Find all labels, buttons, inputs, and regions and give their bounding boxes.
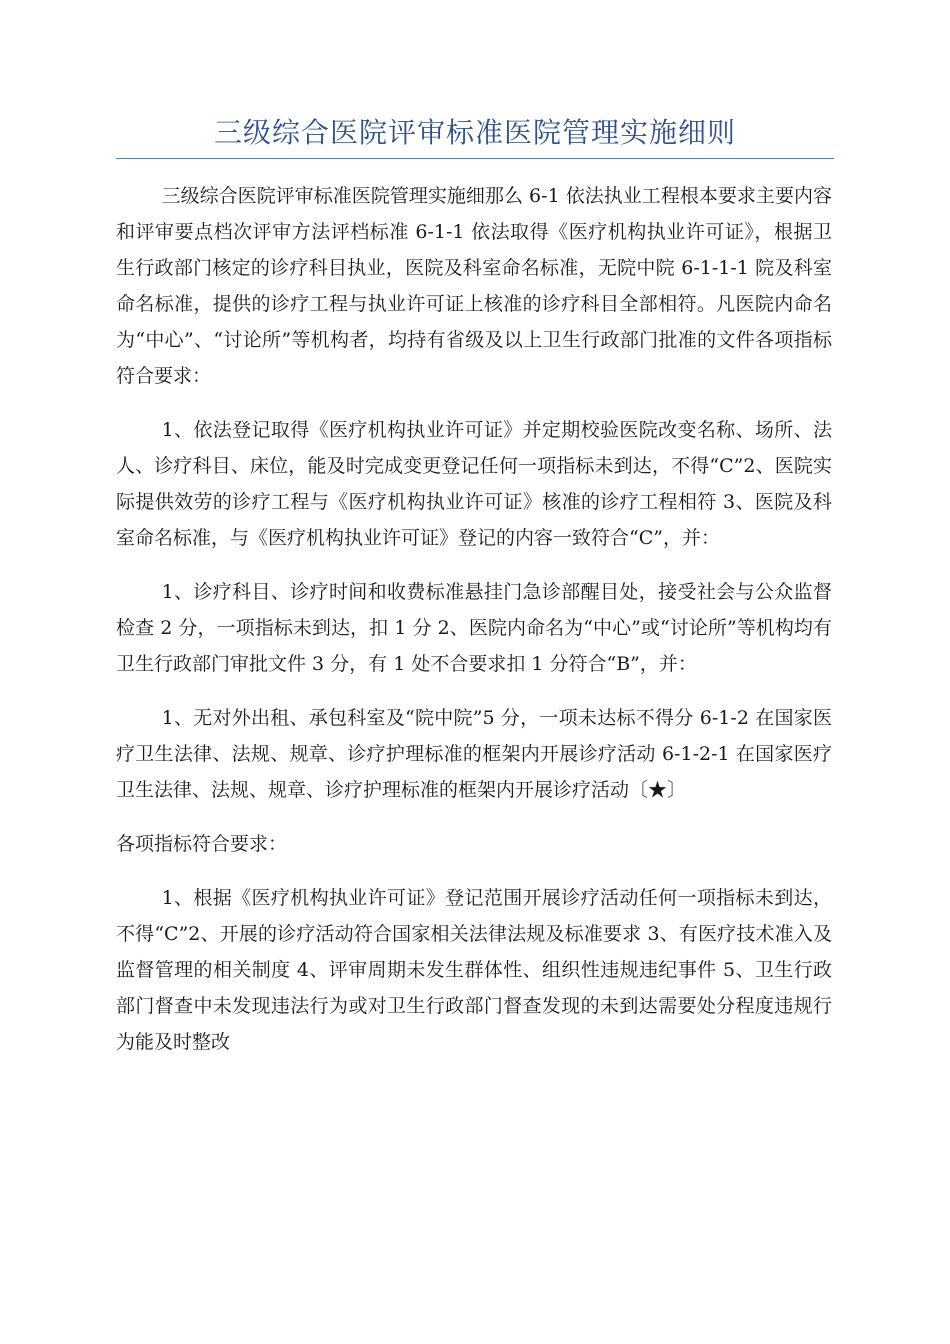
title-block [116,112,834,159]
paragraph-item-no-subletting: 1、无对外出租、承包科室及“院中院”5 分，一项未达标不得分 6-1-2 在国家医疗卫生法律、法规、规章、诊疗护理标准的框架内开展诊疗活动 6-1-2-1 在国家医疗卫生法律、法规、规章、诊疗护理标准的框架内开展诊疗活动〔★〕 [116,707,832,801]
paragraph-item-registration: 1、依法登记取得《医疗机构执业许可证》并定期校验医院改变名称、场所、法人、诊疗科目、床位，能及时完成变更登记任何一项指标未到达，不得“C”2、医院实际提供效劳的诊疗工程与《医疗机构执业许可证》核准的诊疗工程相符 3、医院及科室命名标准，与《医疗机构执业许可证》登记的内容一致符合“C”，并： [116,419,832,549]
document-body [116,178,832,1078]
paragraph-item-public-display: 1、诊疗科目、诊疗时间和收费标准悬挂门急诊部醒目处，接受社会与公众监督检查 2 分，一项指标未到达，扣 1 分 2、医院内命名为“中心”或“讨论所”等机构均有卫生行政部门审批文件 3 分，有 1 处不合要求扣 1 分符合“B”，并： [116,581,832,675]
paragraph-item-scope-of-practice: 1、根据《医疗机构执业许可证》登记范围开展诊疗活动任何一项指标未到达，不得“C”2、开展的诊疗活动符合国家相关法律法规及标准要求 3、有医疗技术准入及监督管理的相关制度 4、评审周期未发生群体性、组织性违规违纪事件 5、卫生行政部门督查中未发现违法行为或对卫生行政部门督查发现的未到达需要处分程度违规行为能及时整改 [116,887,832,1053]
paragraph-intro: 三级综合医院评审标准医院管理实施细那么 6-1 依法执业工程根本要求主要内容和评审要点档次评审方法评档标准 6-1-1 依法取得《医疗机构执业许可证》，根据卫生行政部门核定的诊疗科目执业，医院及科室命名标准，无院中院 6-1-1-1 院及科室命名标准，提供的诊疗工程与执业许可证上核准的诊疗科目全部相符。凡医院内命名为“中心”、“讨论所”等机构者，均持有省级及以上卫生行政部门批准的文件各项指标符合要求： [116,185,832,387]
paragraph-requirements-heading: 各项指标符合要求： [116,833,288,855]
page-title: 三级综合医院评审标准医院管理实施细则 [213,116,736,149]
